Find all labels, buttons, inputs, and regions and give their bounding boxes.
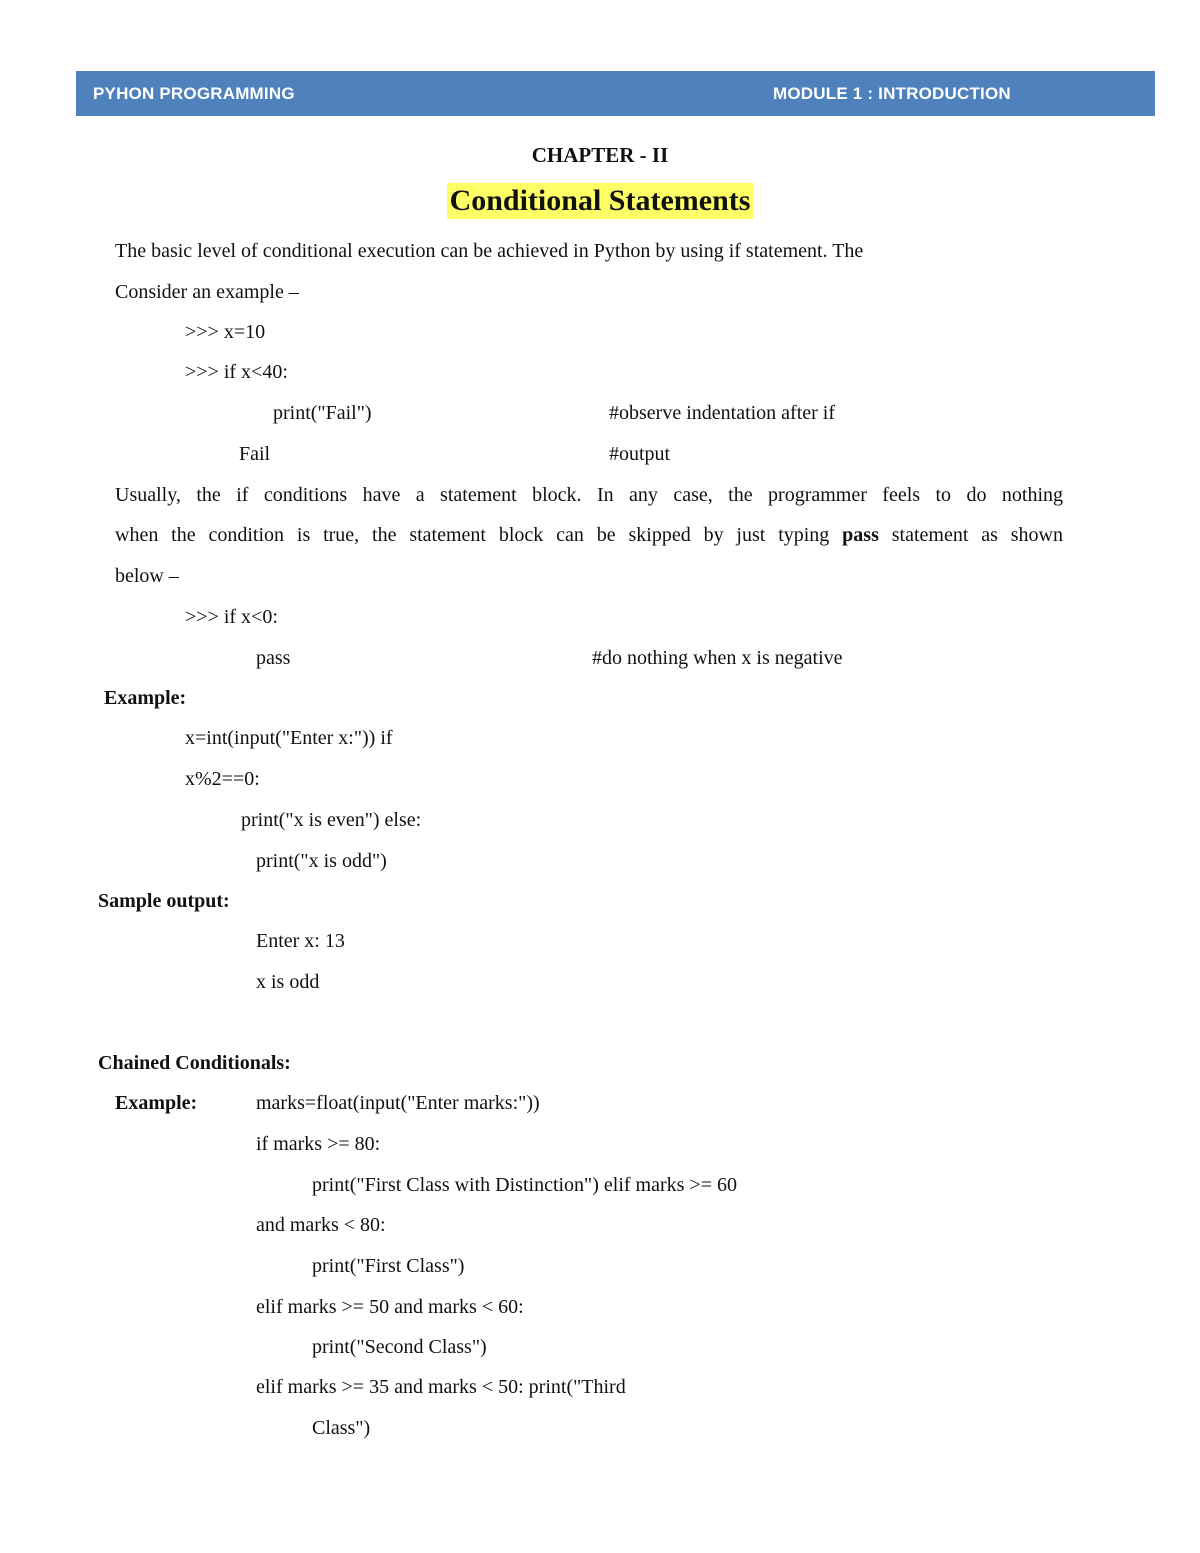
code-line: print("First Class with Distinction") elif marks >= 60: [312, 1174, 737, 1196]
paragraph-line: Usually, the if conditions have a statement block. In any case, the programmer feels to do nothing: [115, 484, 1063, 506]
pass-keyword: pass: [842, 524, 879, 546]
code-comment: #observe indentation after if: [609, 402, 836, 424]
paragraph-text: statement as shown: [878, 524, 1063, 546]
intro-line-2: Consider an example –: [115, 281, 299, 303]
code-line: >>> if x<0:: [185, 606, 278, 628]
code-line: and marks < 80:: [256, 1214, 386, 1236]
code-line: print("First Class"): [312, 1255, 465, 1277]
header-course-title: PYHON PROGRAMMING: [93, 84, 295, 103]
chained-example-label: Example:: [115, 1092, 198, 1114]
code-line: elif marks >= 35 and marks < 50: print("Third: [256, 1376, 626, 1398]
header-module-title: MODULE 1 : INTRODUCTION: [773, 84, 1011, 103]
code-line: Class"): [312, 1417, 371, 1439]
code-line: elif marks >= 50 and marks < 60:: [256, 1296, 524, 1318]
output-line: Enter x: 13: [256, 930, 345, 952]
code-output: Fail: [239, 443, 271, 465]
chained-conditionals-heading: Chained Conditionals:: [98, 1052, 291, 1074]
code-comment: #output: [609, 443, 671, 465]
code-line: marks=float(input("Enter marks:")): [256, 1092, 540, 1114]
code-line: print("x is odd"): [256, 850, 387, 872]
paragraph-line: below –: [115, 565, 179, 587]
sample-output-heading: Sample output:: [98, 890, 230, 912]
page-header-bar: [76, 71, 1155, 116]
example-heading: Example:: [104, 687, 187, 709]
code-comment: #do nothing when x is negative: [592, 647, 843, 669]
code-line: print("Second Class"): [312, 1336, 487, 1358]
title-wrapper: [0, 183, 1200, 219]
code-line: x=int(input("Enter x:")) if: [185, 727, 393, 749]
paragraph-text: when the condition is true, the statement block can be skipped by just typing: [115, 524, 843, 546]
page-title: Conditional Statements: [447, 183, 754, 219]
code-line: print("x is even") else:: [241, 809, 422, 831]
code-line: x%2==0:: [185, 768, 260, 790]
intro-line-1: The basic level of conditional execution can be achieved in Python by using if statement. The: [115, 240, 864, 262]
code-line: if marks >= 80:: [256, 1133, 381, 1155]
code-line: pass: [256, 647, 291, 669]
chapter-heading: CHAPTER - II: [531, 143, 669, 167]
code-line: >>> x=10: [185, 321, 266, 343]
paragraph-line: [115, 522, 1063, 548]
code-line: print("Fail"): [273, 402, 372, 424]
code-line: >>> if x<40:: [185, 361, 288, 383]
output-line: x is odd: [256, 971, 320, 993]
